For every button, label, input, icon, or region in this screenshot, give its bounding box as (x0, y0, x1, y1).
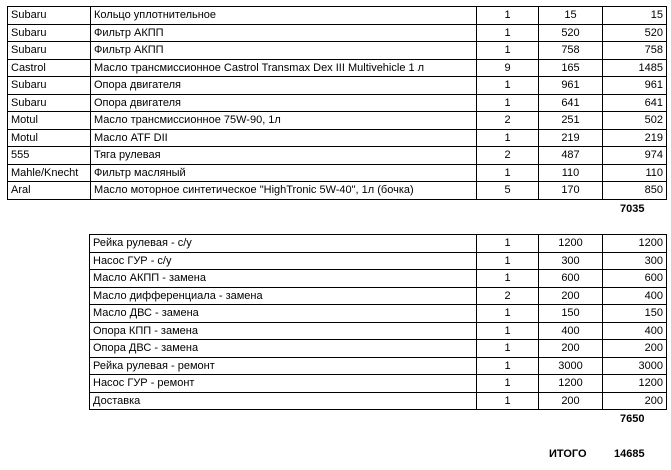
cell-price: 150 (539, 305, 603, 323)
cell-sum: 961 (603, 77, 667, 95)
cell-qty: 9 (477, 59, 539, 77)
cell-name: Опора ДВС - замена (90, 340, 477, 358)
services-table-body (90, 235, 667, 410)
cell-price: 400 (539, 322, 603, 340)
cell-brand: Subaru (8, 7, 91, 25)
cell-sum: 400 (603, 322, 667, 340)
cell-price: 3000 (539, 357, 603, 375)
table-row (8, 147, 667, 165)
cell-name: Фильтр АКПП (91, 42, 477, 60)
cell-price: 170 (539, 182, 603, 200)
table-row (8, 164, 667, 182)
cell-sum: 15 (603, 7, 667, 25)
table-row (8, 129, 667, 147)
cell-name: Масло трансмиссионное Castrol Transmax Dex III Multivehicle 1 л (91, 59, 477, 77)
cell-brand: Subaru (8, 77, 91, 95)
cell-sum: 520 (603, 24, 667, 42)
cell-brand: Subaru (8, 94, 91, 112)
table-row (8, 7, 667, 25)
cell-name: Масло АКПП - замена (90, 270, 477, 288)
cell-sum: 600 (603, 270, 667, 288)
cell-name: Фильтр масляный (91, 164, 477, 182)
cell-price: 300 (539, 252, 603, 270)
table-row (90, 375, 667, 393)
cell-qty: 1 (477, 252, 539, 270)
cell-brand: Subaru (8, 42, 91, 60)
services-total: 7650 (620, 413, 645, 425)
cell-name: Масло дифференциала - замена (90, 287, 477, 305)
cell-name: Насос ГУР - с/у (90, 252, 477, 270)
cell-price: 641 (539, 94, 603, 112)
cell-name: Насос ГУР - ремонт (90, 375, 477, 393)
cell-price: 487 (539, 147, 603, 165)
cell-price: 1200 (539, 235, 603, 253)
cell-price: 165 (539, 59, 603, 77)
cell-sum: 974 (603, 147, 667, 165)
cell-price: 219 (539, 129, 603, 147)
cell-qty: 2 (477, 147, 539, 165)
cell-qty: 1 (477, 270, 539, 288)
cell-qty: 1 (477, 357, 539, 375)
cell-qty: 1 (477, 305, 539, 323)
cell-qty: 1 (477, 94, 539, 112)
grand-total-label: ИТОГО (549, 448, 587, 460)
cell-brand: Motul (8, 112, 91, 130)
cell-name: Доставка (90, 392, 477, 410)
cell-qty: 5 (477, 182, 539, 200)
parts-table (7, 6, 667, 200)
cell-price: 600 (539, 270, 603, 288)
table-row (90, 287, 667, 305)
cell-name: Кольцо уплотнительное (91, 7, 477, 25)
cell-qty: 1 (477, 24, 539, 42)
services-table (89, 234, 667, 410)
table-row (90, 270, 667, 288)
table-row (8, 94, 667, 112)
table-row (90, 305, 667, 323)
parts-table-body (8, 7, 667, 200)
table-row (8, 42, 667, 60)
cell-brand: Aral (8, 182, 91, 200)
cell-name: Опора двигателя (91, 77, 477, 95)
table-row (90, 340, 667, 358)
cell-qty: 1 (477, 375, 539, 393)
cell-sum: 1200 (603, 375, 667, 393)
cell-name: Рейка рулевая - ремонт (90, 357, 477, 375)
cell-qty: 2 (477, 112, 539, 130)
table-row (8, 59, 667, 77)
cell-sum: 641 (603, 94, 667, 112)
cell-name: Опора КПП - замена (90, 322, 477, 340)
table-row (90, 392, 667, 410)
table-row (90, 357, 667, 375)
cell-price: 520 (539, 24, 603, 42)
cell-price: 200 (539, 392, 603, 410)
table-row (90, 235, 667, 253)
cell-price: 251 (539, 112, 603, 130)
cell-qty: 2 (477, 287, 539, 305)
cell-sum: 400 (603, 287, 667, 305)
cell-price: 758 (539, 42, 603, 60)
table-row (8, 182, 667, 200)
cell-qty: 1 (477, 129, 539, 147)
cell-price: 961 (539, 77, 603, 95)
cell-brand: Mahle/Knecht (8, 164, 91, 182)
cell-brand: Castrol (8, 59, 91, 77)
cell-sum: 1485 (603, 59, 667, 77)
cell-name: Масло моторное синтетическое "HighTronic 5W-40", 1л (бочка) (91, 182, 477, 200)
cell-sum: 502 (603, 112, 667, 130)
cell-sum: 850 (603, 182, 667, 200)
cell-sum: 200 (603, 340, 667, 358)
cell-price: 110 (539, 164, 603, 182)
cell-sum: 219 (603, 129, 667, 147)
cell-price: 1200 (539, 375, 603, 393)
cell-qty: 1 (477, 42, 539, 60)
cell-qty: 1 (477, 164, 539, 182)
cell-qty: 1 (477, 322, 539, 340)
cell-name: Масло ДВС - замена (90, 305, 477, 323)
cell-name: Масло ATF DII (91, 129, 477, 147)
cell-name: Рейка рулевая - с/у (90, 235, 477, 253)
cell-name: Масло трансмиссионное 75W-90, 1л (91, 112, 477, 130)
cell-brand: Motul (8, 129, 91, 147)
table-row (8, 24, 667, 42)
cell-qty: 1 (477, 77, 539, 95)
cell-sum: 1200 (603, 235, 667, 253)
parts-total: 7035 (620, 203, 645, 215)
cell-qty: 1 (477, 392, 539, 410)
cell-brand: 555 (8, 147, 91, 165)
cell-sum: 3000 (603, 357, 667, 375)
cell-name: Тяга рулевая (91, 147, 477, 165)
cell-sum: 200 (603, 392, 667, 410)
cell-price: 200 (539, 340, 603, 358)
cell-sum: 300 (603, 252, 667, 270)
cell-brand: Subaru (8, 24, 91, 42)
cell-qty: 1 (477, 7, 539, 25)
cell-price: 200 (539, 287, 603, 305)
cell-sum: 110 (603, 164, 667, 182)
table-row (8, 77, 667, 95)
grand-total: 14685 (614, 448, 645, 460)
cell-name: Опора двигателя (91, 94, 477, 112)
table-row (90, 252, 667, 270)
cell-name: Фильтр АКПП (91, 24, 477, 42)
table-row (8, 112, 667, 130)
cell-sum: 758 (603, 42, 667, 60)
cell-qty: 1 (477, 340, 539, 358)
cell-qty: 1 (477, 235, 539, 253)
table-row (90, 322, 667, 340)
cell-price: 15 (539, 7, 603, 25)
cell-sum: 150 (603, 305, 667, 323)
